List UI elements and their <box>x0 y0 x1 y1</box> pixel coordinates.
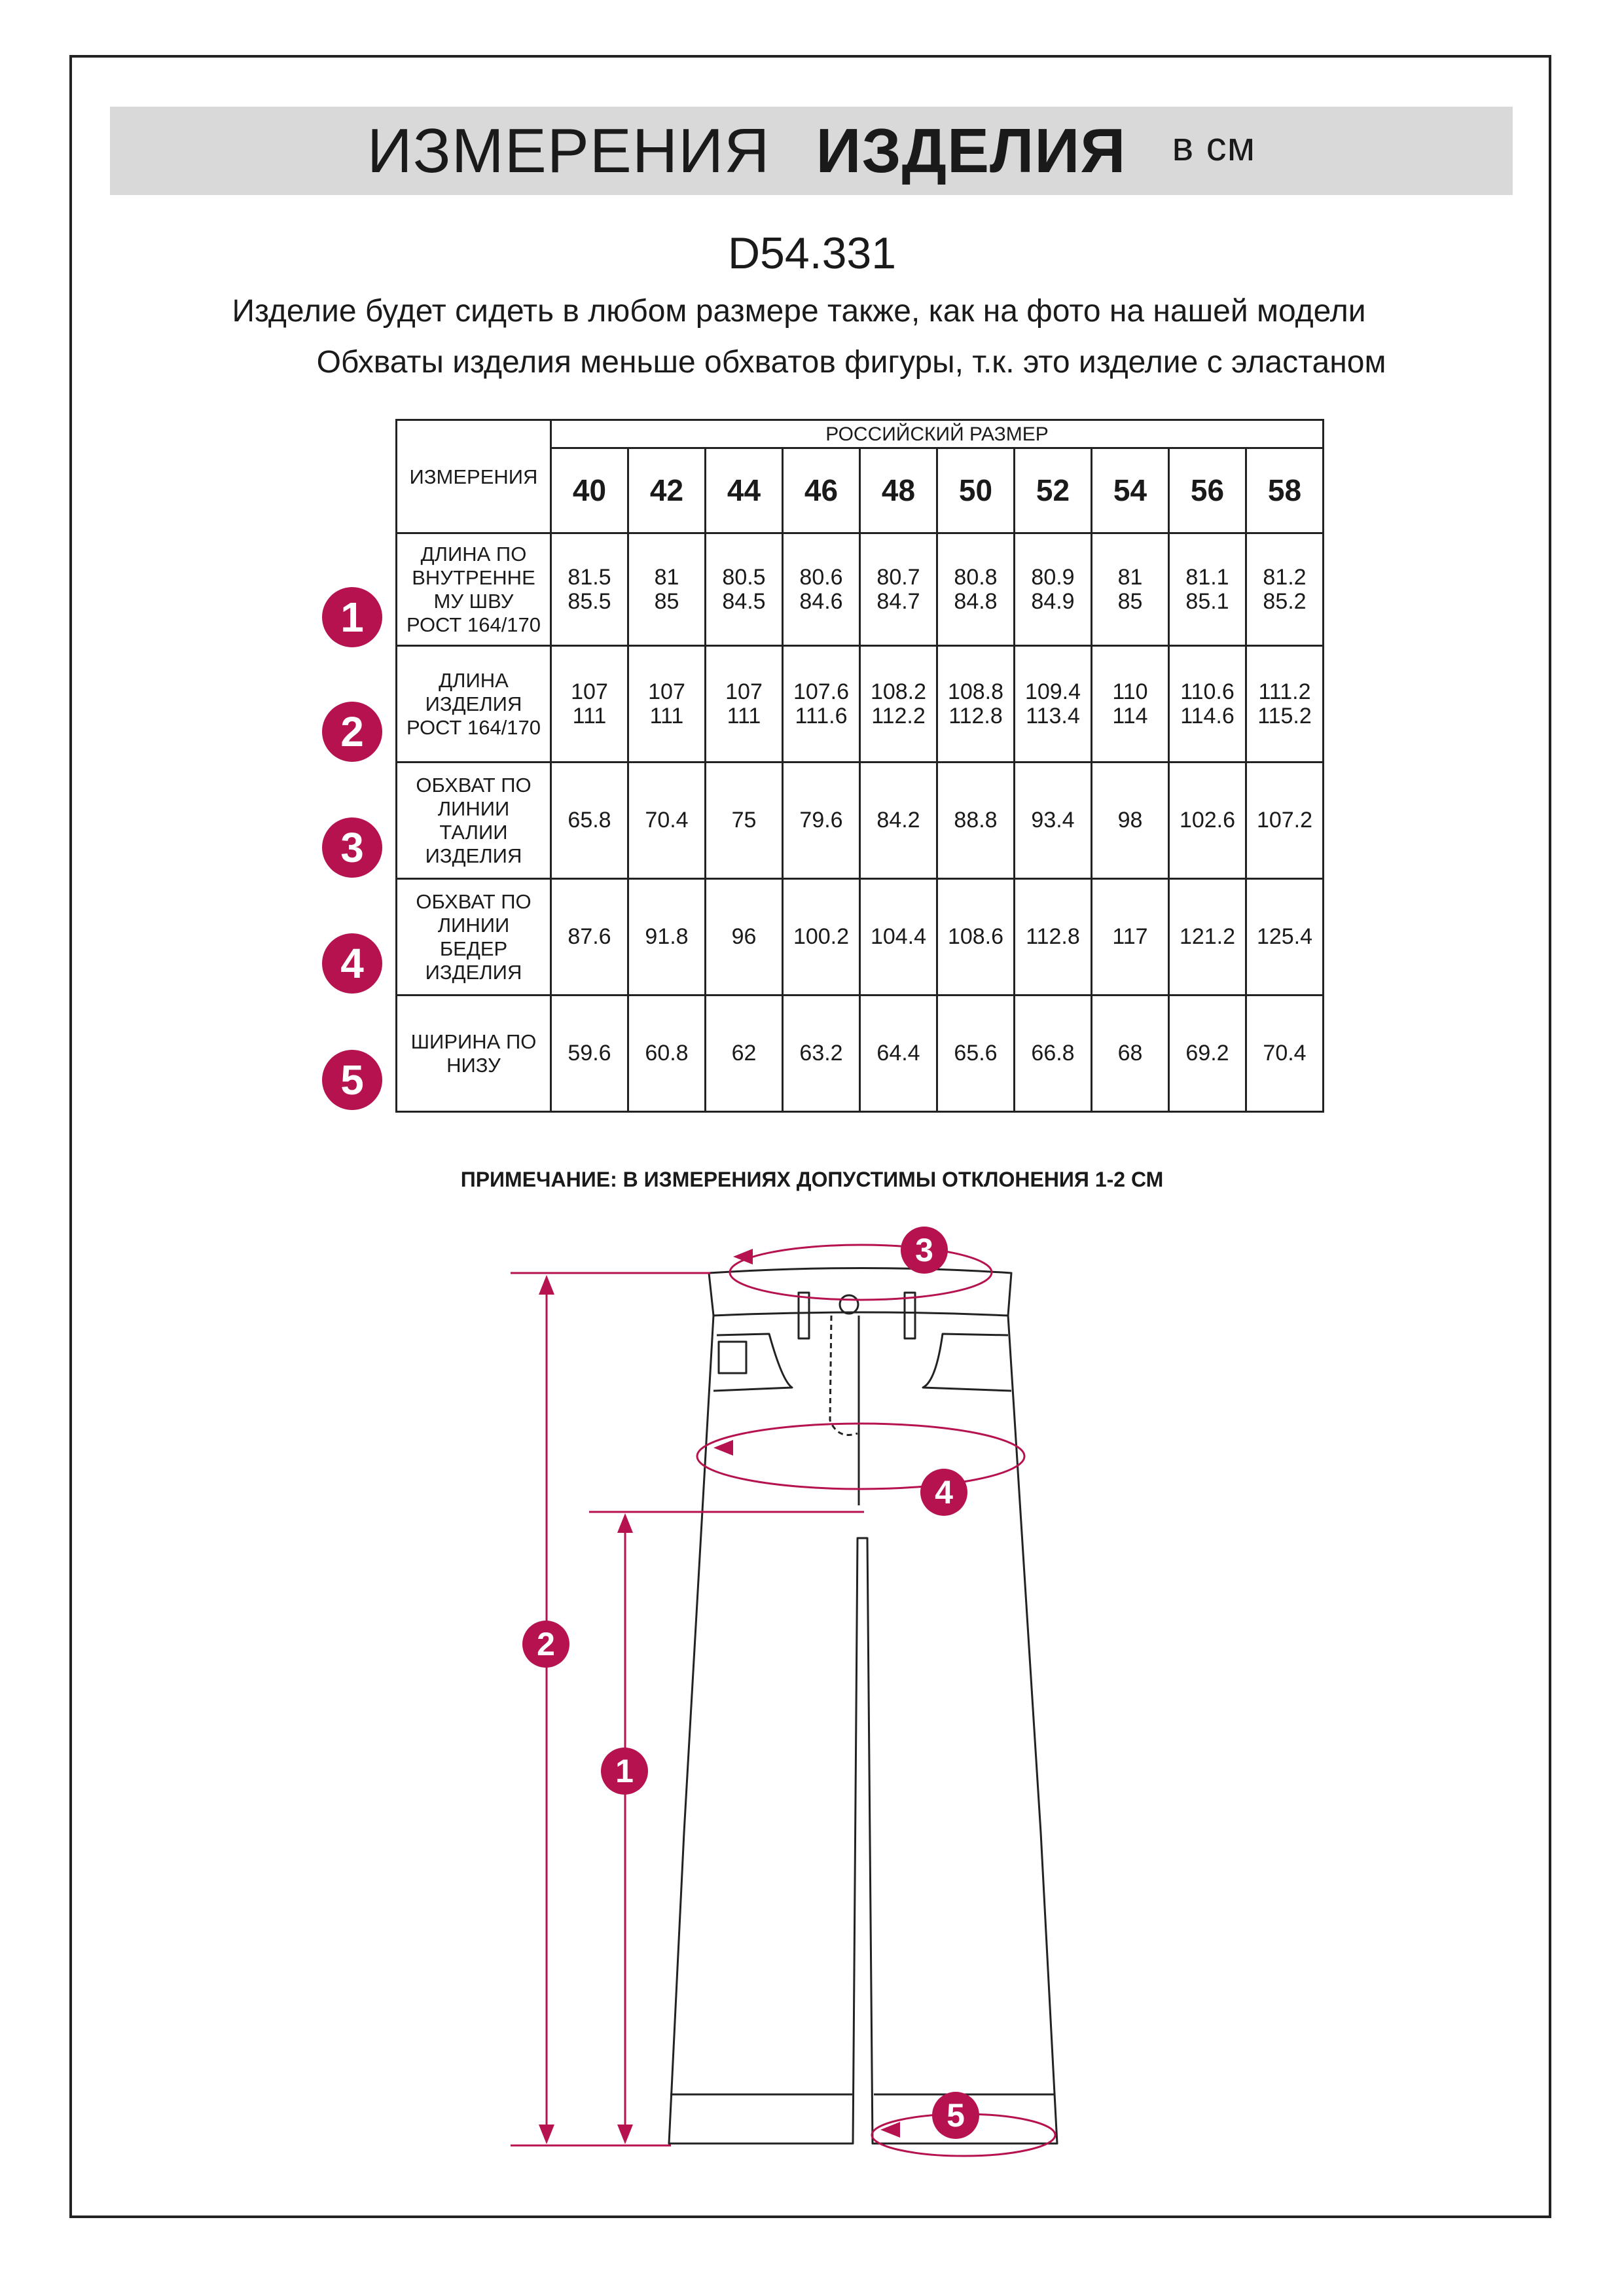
value-line: 84.5 <box>722 588 766 614</box>
value-line: 112.2 <box>871 703 926 728</box>
product-code: D54.331 <box>727 228 897 278</box>
value-line: 107.2 <box>1256 808 1313 833</box>
value-line: 80.7 <box>876 564 920 590</box>
row-label-line: РОСТ 164/170 <box>406 613 541 636</box>
value-line: 81 <box>654 564 679 590</box>
title-bold: ИЗДЕЛИЯ <box>816 115 1127 186</box>
row-number-badge: 1 <box>322 587 382 647</box>
diagram-badge: 2 <box>522 1621 569 1668</box>
hip-measure <box>697 1424 1024 1489</box>
value-line: 81 <box>1117 564 1143 590</box>
value-line: 113.4 <box>1026 703 1080 728</box>
value-line: 63.2 <box>799 1041 843 1066</box>
value-line: 85.1 <box>1185 588 1229 614</box>
value-line: 85.5 <box>568 588 611 614</box>
fit-note: Изделие будет сидеть в любом размере также, как на фото на нашей модели <box>232 294 1366 329</box>
size-header: 58 <box>1246 448 1324 533</box>
row-label-line: РОСТ 164/170 <box>406 715 541 739</box>
row-label-line: БЕДЕР <box>439 937 508 960</box>
value-line: 87.6 <box>568 924 611 949</box>
row-label-line: ОБХВАТ ПО <box>416 773 532 797</box>
diagram-badge: 3 <box>901 1227 948 1274</box>
size-header: 40 <box>551 448 628 533</box>
value-line: 70.4 <box>1263 1041 1307 1066</box>
value-line: 100.2 <box>793 924 850 949</box>
row-label-line: ШИРИНА ПО <box>410 1030 537 1053</box>
title-regular: ИЗМЕРЕНИЯ <box>367 115 770 186</box>
waistband <box>709 1268 1011 1316</box>
size-header: 46 <box>783 448 860 533</box>
value-line: 114.6 <box>1180 703 1235 728</box>
row-number-badge: 2 <box>322 702 382 762</box>
value-line: 125.4 <box>1256 924 1313 949</box>
row-label-line: ИЗДЕЛИЯ <box>425 844 522 867</box>
row-label-line: ИЗДЕЛИЯ <box>425 692 522 715</box>
row-label-line: ДЛИНА ПО <box>420 542 527 565</box>
value-line: 91.8 <box>645 924 689 949</box>
value-line: 84.7 <box>876 588 920 614</box>
value-line: 80.5 <box>722 564 766 590</box>
value-line: 109.4 <box>1024 679 1081 704</box>
waist-measure <box>730 1245 992 1300</box>
value-line: 112.8 <box>1026 924 1080 949</box>
value-line: 110 <box>1112 679 1148 704</box>
diagram-badge: 5 <box>932 2092 979 2139</box>
value-line: 107 <box>648 679 685 704</box>
value-line: 107 <box>725 679 763 704</box>
value-line: 107 <box>571 679 608 704</box>
size-header: 48 <box>860 448 937 533</box>
title-unit: в см <box>1172 124 1256 170</box>
value-line: 64.4 <box>876 1041 920 1066</box>
value-line: 65.8 <box>568 808 611 833</box>
row-number-badge: 3 <box>322 817 382 878</box>
value-line: 84.6 <box>799 588 843 614</box>
value-line: 93.4 <box>1031 808 1075 833</box>
value-line: 121.2 <box>1179 924 1236 949</box>
value-line: 85.2 <box>1263 588 1307 614</box>
row-label-line: ТАЛИИ <box>439 820 508 844</box>
row-label-line: МУ ШВУ <box>433 589 514 613</box>
value-line: 69.2 <box>1185 1041 1229 1066</box>
value-line: 59.6 <box>568 1041 611 1066</box>
value-line: 108.6 <box>947 924 1004 949</box>
value-line: 102.6 <box>1179 808 1236 833</box>
row-label-line: ВНУТРЕННЕ <box>412 565 535 589</box>
value-line: 70.4 <box>645 808 689 833</box>
value-line: 79.6 <box>799 808 843 833</box>
value-line: 81.5 <box>568 564 611 590</box>
value-line: 80.9 <box>1031 564 1075 590</box>
value-line: 98 <box>1117 808 1143 833</box>
diagram-badge: 4 <box>920 1469 967 1516</box>
value-line: 85 <box>1117 588 1143 614</box>
size-header: 52 <box>1015 448 1092 533</box>
value-line: 65.6 <box>954 1041 998 1066</box>
russian-size-header: РОССИЙСКИЙ РАЗМЕР <box>551 420 1324 448</box>
value-line: 111 <box>649 703 684 728</box>
value-line: 84.2 <box>876 808 920 833</box>
value-line: 117 <box>1112 924 1148 949</box>
value-line: 115.2 <box>1257 703 1312 728</box>
value-line: 84.8 <box>954 588 998 614</box>
row-number-badge: 5 <box>322 1050 382 1110</box>
value-line: 85 <box>654 588 679 614</box>
value-line: 112.8 <box>948 703 1003 728</box>
value-line: 96 <box>731 924 757 949</box>
size-header: 44 <box>706 448 783 533</box>
value-line: 62 <box>731 1041 757 1066</box>
value-line: 111.6 <box>795 703 848 728</box>
fly-stitch <box>830 1316 857 1435</box>
row-label-line: ОБХВАТ ПО <box>416 889 532 913</box>
value-line: 104.4 <box>870 924 927 949</box>
value-line: 80.6 <box>799 564 843 590</box>
size-header: 42 <box>628 448 706 533</box>
value-line: 80.8 <box>954 564 998 590</box>
size-header: 56 <box>1169 448 1246 533</box>
value-line: 107.6 <box>793 679 850 704</box>
measurements-header: ИЗМЕРЕНИЯ <box>397 420 551 533</box>
size-header: 54 <box>1092 448 1169 533</box>
pocket-right <box>923 1334 1011 1391</box>
row-label-line: ИЗДЕЛИЯ <box>425 960 522 984</box>
value-line: 88.8 <box>954 808 998 833</box>
value-line: 111 <box>727 703 761 728</box>
value-line: 75 <box>731 808 757 833</box>
value-line: 110.6 <box>1180 679 1235 704</box>
row-label-line: ДЛИНА <box>439 668 509 692</box>
row-number-badge: 4 <box>322 933 382 994</box>
row-label-line: НИЗУ <box>446 1053 501 1077</box>
diagram-badge: 1 <box>601 1748 648 1795</box>
size-header: 50 <box>937 448 1015 533</box>
value-line: 111 <box>572 703 607 728</box>
row-label-line: ЛИНИИ <box>437 797 510 820</box>
value-line: 81.1 <box>1185 564 1229 590</box>
tolerance-note: ПРИМЕЧАНИЕ: В ИЗМЕРЕНИЯХ ДОПУСТИМЫ ОТКЛОНЕНИЯ 1-2 СМ <box>460 1168 1164 1191</box>
value-line: 81.2 <box>1263 564 1307 590</box>
row-label-line: ЛИНИИ <box>437 913 510 937</box>
value-line: 68 <box>1117 1041 1143 1066</box>
value-line: 108.2 <box>870 679 927 704</box>
value-line: 60.8 <box>645 1041 689 1066</box>
elastane-note: Обхваты изделия меньше обхватов фигуры, т.к. это изделие с эластаном <box>316 345 1386 380</box>
value-line: 114 <box>1112 703 1148 728</box>
value-line: 111.2 <box>1258 679 1311 704</box>
value-line: 108.8 <box>947 679 1004 704</box>
value-line: 66.8 <box>1031 1041 1075 1066</box>
value-line: 84.9 <box>1031 588 1075 614</box>
